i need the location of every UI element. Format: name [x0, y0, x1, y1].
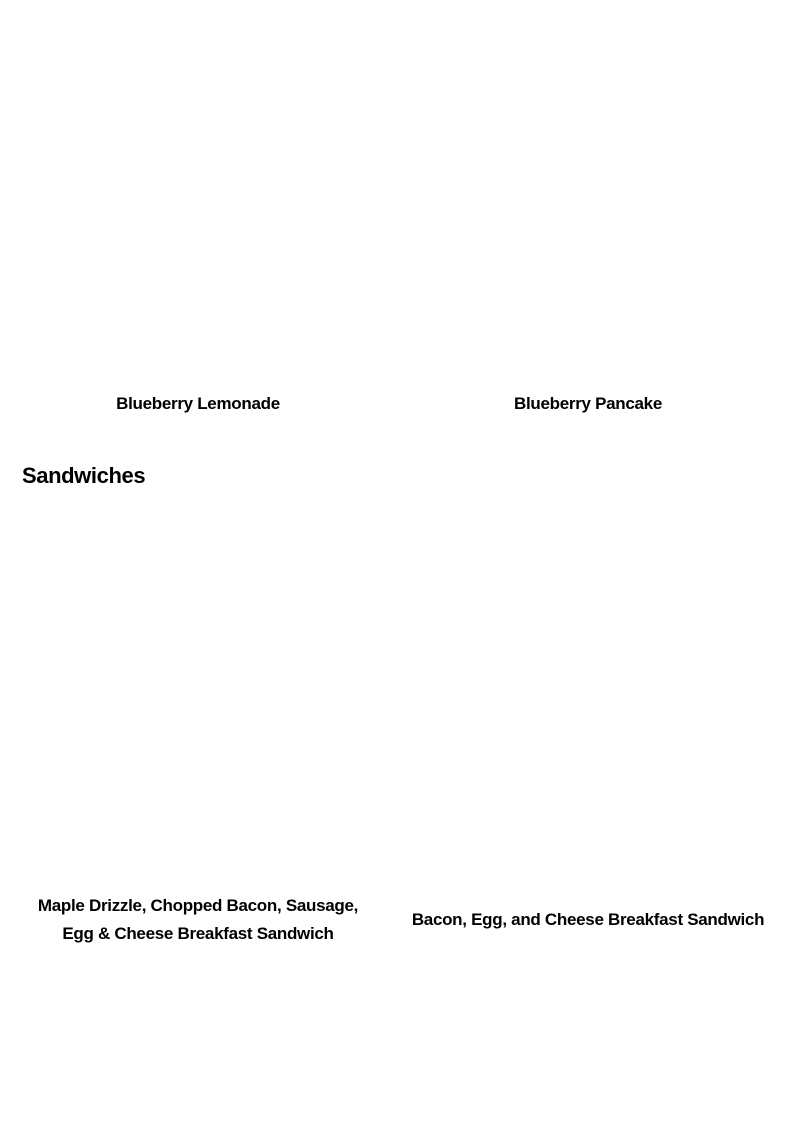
menu-item-title[interactable]: Blueberry Pancake — [514, 394, 662, 413]
menu-item-title[interactable]: Blueberry Lemonade — [116, 394, 280, 413]
menu-item-image[interactable] — [393, 0, 783, 390]
top-menu-grid — [0, 0, 785, 440]
menu-item-card-maple-drizzle-sandwich[interactable] — [3, 500, 393, 948]
sandwiches-menu-grid — [0, 500, 785, 980]
menu-item-image[interactable] — [393, 500, 783, 892]
menu-item-image[interactable] — [3, 500, 393, 892]
menu-item-title[interactable]: Bacon, Egg, and Cheese Breakfast Sandwich — [411, 910, 765, 929]
menu-item-card-blueberry-pancake[interactable] — [393, 0, 783, 418]
menu-item-card-blueberry-lemonade[interactable] — [3, 0, 393, 418]
menu-item-title[interactable]: Maple Drizzle, Chopped Bacon, Sausage, Egg & Cheese Breakfast Sandwich — [37, 896, 359, 943]
menu-item-image[interactable] — [3, 0, 393, 390]
section-heading-sandwiches: Sandwiches — [22, 463, 146, 488]
menu-item-card-bacon-egg-cheese-sandwich[interactable] — [393, 500, 783, 934]
